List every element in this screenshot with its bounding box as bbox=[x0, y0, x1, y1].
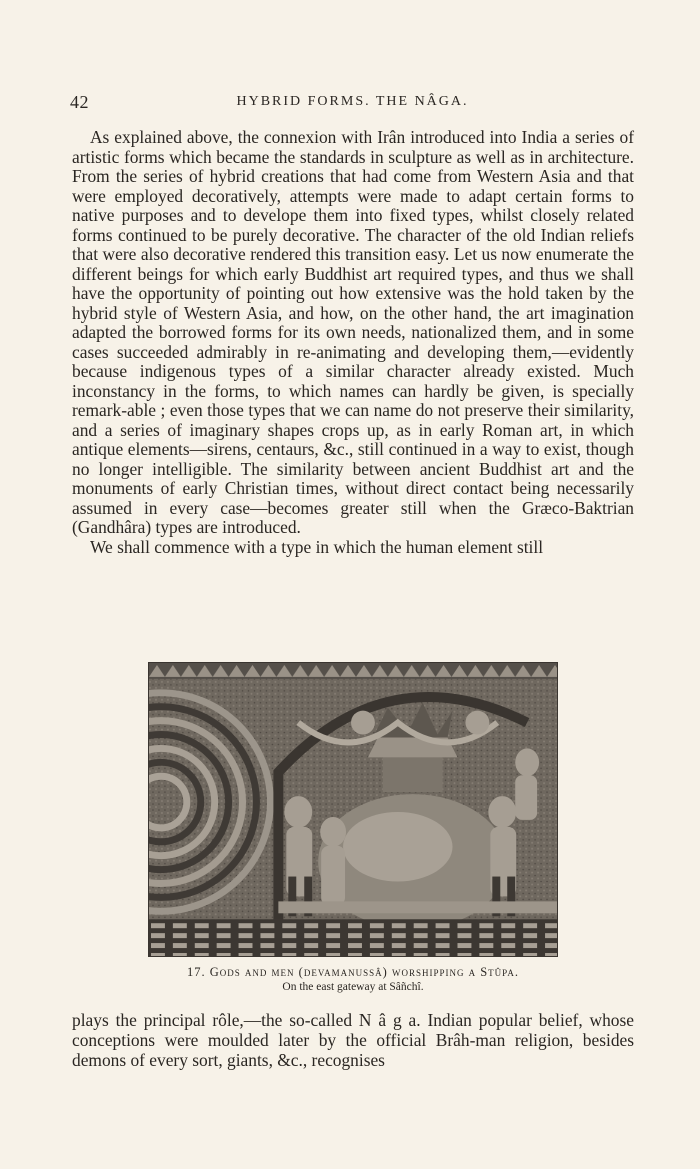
caption-subtitle: On the east gateway at Sâñchî. bbox=[282, 981, 424, 993]
relief-illustration bbox=[148, 662, 558, 957]
paragraph: plays the principal rôle,—the so-called N â g a. Indian popular belief, whose conceptions were moulded later by the official Brâh-man religion, besides demons of every sort, giants, &c., recognises bbox=[72, 1010, 634, 1070]
page-header bbox=[70, 92, 635, 116]
continuation-text bbox=[72, 1010, 634, 1070]
main-text bbox=[72, 128, 634, 557]
figure-caption bbox=[72, 965, 634, 995]
caption-title: 17. Gods and men (devamanussâ) worshipping a Stûpa. bbox=[187, 965, 519, 979]
relief-image bbox=[149, 663, 557, 956]
page-number: 42 bbox=[70, 92, 89, 112]
paragraph: As explained above, the connexion with Irân introduced into India a series of artistic forms which became the standards in sculpture as well as in architecture. From the series of hybrid creations that had come from Western Asia and that were employed decoratively, attempts were made to adapt certain forms to native purposes and to develope them into fixed types, whilst closely related forms continued to be purely decorative. The character of the old Indian reliefs that were also decorative rendered this transition easy. Let us now enumerate the different beings for which early Buddhist art required types, and thus we shall have the opportunity of pointing out how extensive was the hold taken by the hybrid style of Western Asia, and how, on the other hand, the art imagination adapted the borrowed forms for its own needs, nationalized them, and in some cases succeeded admirably in re-animating and developing them,—evidently because indigenous types of a similar character already existed. Much inconstancy in the forms, to which names can hardly be given, is specially remark-able ; even those types that we can name do not preserve their similarity, and a series of imaginary shapes crops up, as in early Roman art, in which antique elements—sirens, centaurs, &c., still continued in a way to exist, though no longer intelligible. The similarity between ancient Buddhist art and the monuments of early Christian times, without direct contact being necessarily assumed in every case—becomes greater still when the Græco-Baktrian (Gandhâra) types are introduced. bbox=[72, 127, 634, 537]
paragraph: We shall commence with a type in which the human element still bbox=[90, 536, 544, 557]
running-title: HYBRID FORMS. THE NÂGA. bbox=[236, 94, 469, 109]
